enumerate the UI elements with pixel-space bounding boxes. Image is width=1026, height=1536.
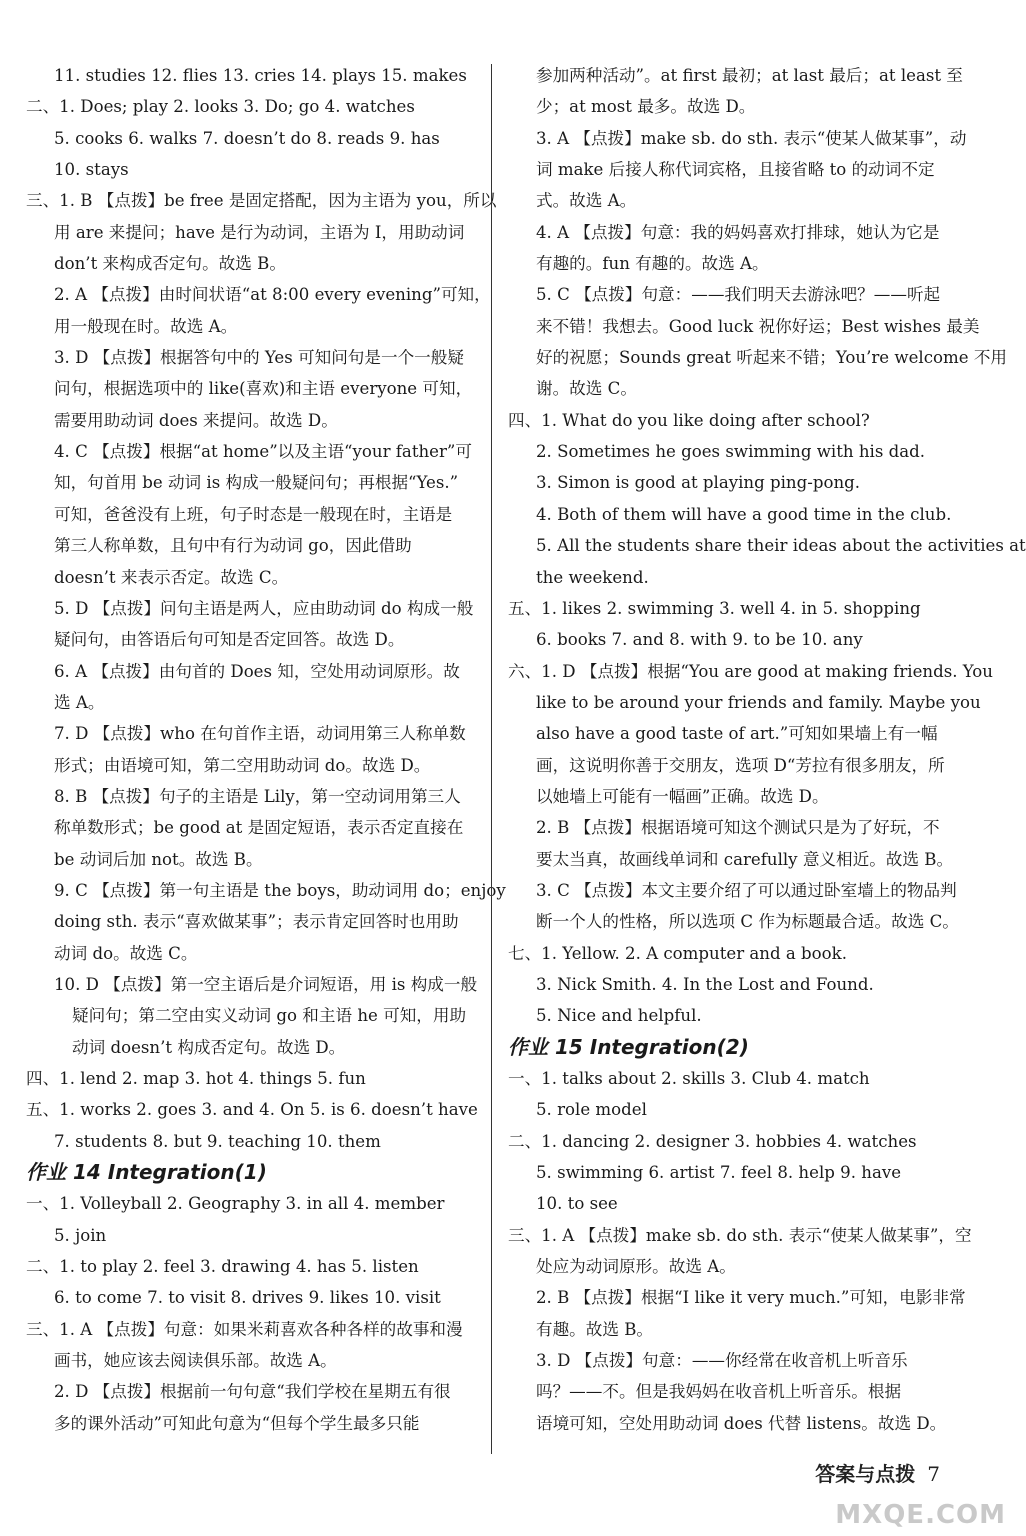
answer-line: 好的祝愿；Sounds great 听起来不错；You’re welcome 不用	[536, 348, 1008, 368]
answer-line: 疑问句，由答语后句可知是否定回答。故选 D。	[54, 630, 405, 650]
answer-line: 来不错！我想去。Good luck 祝你好运；Best wishes 最美	[536, 316, 980, 336]
answer-line: 有趣。故选 B。	[536, 1319, 654, 1339]
right-column	[508, 60, 1026, 1439]
answer-line: 少；at most 最多。故选 D。	[536, 97, 756, 117]
answer-line: 三、1. A 【点拨】make sb. do sth. 表示“使某人做某事”，空	[508, 1225, 972, 1245]
answer-line: 第三人称单数，且句中有行为动词 go，因此借助	[54, 536, 412, 556]
answer-line: 有趣的。fun 有趣的。故选 A。	[536, 254, 769, 274]
answer-line: 5. D 【点拨】问句主语是两人，应由助动词 do 构成一般	[54, 598, 474, 618]
answer-line: 问句，根据选项中的 like(喜欢)和主语 everyone 可知，	[54, 379, 473, 399]
answer-line: 9. C 【点拨】第一句主语是 the boys，助动词用 do；enjoy	[54, 880, 506, 900]
answer-line: 6. A 【点拨】由句首的 Does 知，空处用动词原形。故	[54, 661, 460, 681]
answer-line: 5. swimming 6. artist 7. feel 8. help 9. have	[536, 1163, 902, 1183]
answer-line: 知，句首用 be 动词 is 构成一般疑问句；再根据“Yes.”	[54, 473, 459, 493]
answer-line: be 动词后加 not。故选 B。	[54, 849, 263, 869]
answer-line: 4. C 【点拨】根据“at home”以及主语“your father”可	[54, 442, 473, 462]
answer-line: 式。故选 A。	[536, 191, 637, 211]
answer-line: 5. role model	[536, 1100, 647, 1120]
answer-line: 五、1. works 2. goes 3. and 4. On 5. is 6. doesn’t have	[26, 1100, 478, 1120]
answer-line: 6. books 7. and 8. with 9. to be 10. any	[536, 630, 863, 650]
answer-line: 5. All the students share their ideas about the activities at	[536, 536, 1026, 556]
answer-line: 2. D 【点拨】根据前一句句意“我们学校在星期五有很	[54, 1382, 451, 1402]
answer-line: like to be around your friends and family. Maybe you	[536, 692, 981, 712]
answer-line: 10. stays	[54, 160, 129, 180]
answer-line: 参加两种活动”。at first 最初；at last 最后；at least 至	[536, 66, 963, 85]
section-heading: 作业 14 Integration(1)	[26, 1160, 267, 1185]
answer-line: the weekend.	[536, 567, 649, 587]
answer-line: 动词 do。故选 C。	[54, 943, 198, 963]
answer-line: 词 make 后接人称代词宾格，且接省略 to 的动词不定	[536, 160, 935, 180]
page-number: 7	[927, 1462, 940, 1486]
answer-line: 5. C 【点拨】句意：——我们明天去游泳吧？——听起	[536, 285, 941, 305]
answer-line: 3. C 【点拨】本文主要介绍了可以通过卧室墙上的物品判	[536, 880, 957, 900]
answer-line: 7. D 【点拨】who 在句首作主语，动词用第三人称单数	[54, 724, 466, 744]
answer-line: 形式；由语境可知，第二空用助动词 do。故选 D。	[54, 755, 431, 775]
footer-label: 答案与点拨	[815, 1462, 916, 1486]
answer-line: 3. Nick Smith. 4. In the Lost and Found.	[536, 974, 874, 994]
answer-line: 3. A 【点拨】make sb. do sth. 表示“使某人做某事”，动	[536, 128, 967, 148]
answer-line: 要太当真，故画线单词和 carefully 意义相近。故选 B。	[536, 849, 954, 869]
answer-line: 选 A。	[54, 692, 105, 712]
column-divider	[491, 64, 492, 1454]
answer-line: 6. to come 7. to visit 8. drives 9. likes 10. visit	[54, 1288, 441, 1308]
answer-line: 二、1. to play 2. feel 3. drawing 4. has 5. listen	[26, 1257, 419, 1277]
answer-line: 以她墙上可能有一幅画”正确。故选 D。	[536, 786, 829, 806]
answer-line: 四、1. What do you like doing after school?	[508, 410, 870, 430]
answer-line: 需要用助动词 does 来提问。故选 D。	[54, 410, 338, 430]
answer-line: don’t 来构成否定句。故选 B。	[54, 254, 286, 274]
answer-line: 5. join	[54, 1225, 107, 1245]
answer-line: 3. Simon is good at playing ping-pong.	[536, 473, 861, 493]
answer-line: 7. students 8. but 9. teaching 10. them	[54, 1131, 381, 1151]
answer-line: 五、1. likes 2. swimming 3. well 4. in 5. shopping	[508, 598, 921, 618]
answer-line: also have a good taste of art.”可知如果墙上有一幅	[536, 724, 938, 744]
answer-line: 2. B 【点拨】根据“I like it very much.”可知，电影非常	[536, 1288, 966, 1308]
answer-line: 10. to see	[536, 1194, 618, 1214]
answer-line: 断一个人的性格，所以选项 C 作为标题最合适。故选 C。	[536, 912, 959, 932]
answer-line: 可知，爸爸没有上班，句子时态是一般现在时，主语是	[54, 504, 453, 524]
answer-line: 语境可知，空处用助动词 does 代替 listens。故选 D。	[536, 1413, 947, 1433]
answer-line: doesn’t 来表示否定。故选 C。	[54, 567, 289, 587]
answer-line: doing sth. 表示“喜欢做某事”；表示肯定回答时也用助	[54, 912, 459, 932]
answer-line: 三、1. B 【点拨】be free 是固定搭配，因为主语为 you，所以	[26, 191, 497, 211]
answer-line: 吗？——不。但是我妈妈在收音机上听音乐。根据	[536, 1382, 902, 1402]
answer-line: 2. B 【点拨】根据语境可知这个测试只是为了好玩，不	[536, 818, 940, 838]
answer-line: 二、1. dancing 2. designer 3. hobbies 4. watches	[508, 1131, 917, 1151]
answer-line: 8. B 【点拨】句子的主语是 Lily，第一空动词用第三人	[54, 786, 461, 806]
answer-line: 二、1. Does; play 2. looks 3. Do; go 4. watches	[26, 97, 415, 117]
answer-line: 2. Sometimes he goes swimming with his dad.	[536, 442, 926, 462]
answer-line: 用 are 来提问；have 是行为动词，主语为 I，用助动词	[54, 222, 465, 242]
answer-line: 10. D 【点拨】第一空主语后是介词短语，用 is 构成一般	[54, 974, 478, 994]
answer-line: 三、1. A 【点拨】句意：如果米莉喜欢各种各样的故事和漫	[26, 1319, 463, 1339]
answer-line: 5. Nice and helpful.	[536, 1006, 702, 1026]
page-footer	[815, 1458, 940, 1487]
answer-line: 4. A 【点拨】句意：我的妈妈喜欢打排球，她认为它是	[536, 222, 940, 242]
answer-line: 一、1. Volleyball 2. Geography 3. in all 4. member	[26, 1194, 445, 1214]
answer-line: 3. D 【点拨】根据答句中的 Yes 可知问句是一个一般疑	[54, 348, 464, 368]
answer-line: 六、1. D 【点拨】根据“You are good at making friends. You	[508, 661, 993, 681]
answer-line: 疑问句；第二空由实义动词 go 和主语 he 可知，用助	[72, 1006, 467, 1026]
answer-line: 3. D 【点拨】句意：——你经常在收音机上听音乐	[536, 1351, 908, 1371]
answer-line: 动词 doesn’t 构成否定句。故选 D。	[72, 1037, 346, 1057]
answer-line: 多的课外活动”可知此句意为“但每个学生最多只能	[54, 1413, 420, 1433]
left-column	[26, 60, 506, 1439]
answer-line: 画书，她应该去阅读俱乐部。故选 A。	[54, 1351, 337, 1371]
answer-line: 11. studies 12. flies 13. cries 14. plays 15. makes	[54, 66, 467, 85]
answer-line: 画，这说明你善于交朋友，选项 D“芳拉有很多朋友，所	[536, 755, 945, 775]
answer-line: 5. cooks 6. walks 7. doesn’t do 8. reads 9. has	[54, 128, 440, 148]
answer-line: 4. Both of them will have a good time in the club.	[536, 504, 952, 524]
section-heading: 作业 15 Integration(2)	[508, 1034, 749, 1059]
answer-line: 谢。故选 C。	[536, 379, 637, 399]
answer-line: 一、1. talks about 2. skills 3. Club 4. match	[508, 1069, 870, 1088]
watermark: MXQE.COM	[835, 1500, 1006, 1530]
answer-line: 2. A 【点拨】由时间状语“at 8:00 every evening”可知，	[54, 285, 491, 305]
answer-line: 处应为动词原形。故选 A。	[536, 1257, 736, 1277]
answer-line: 用一般现在时。故选 A。	[54, 316, 238, 336]
answer-line: 四、1. lend 2. map 3. hot 4. things 5. fun	[26, 1069, 366, 1088]
answer-line: 七、1. Yellow. 2. A computer and a book.	[508, 943, 847, 963]
answer-line: 称单数形式；be good at 是固定短语，表示否定直接在	[54, 818, 464, 838]
